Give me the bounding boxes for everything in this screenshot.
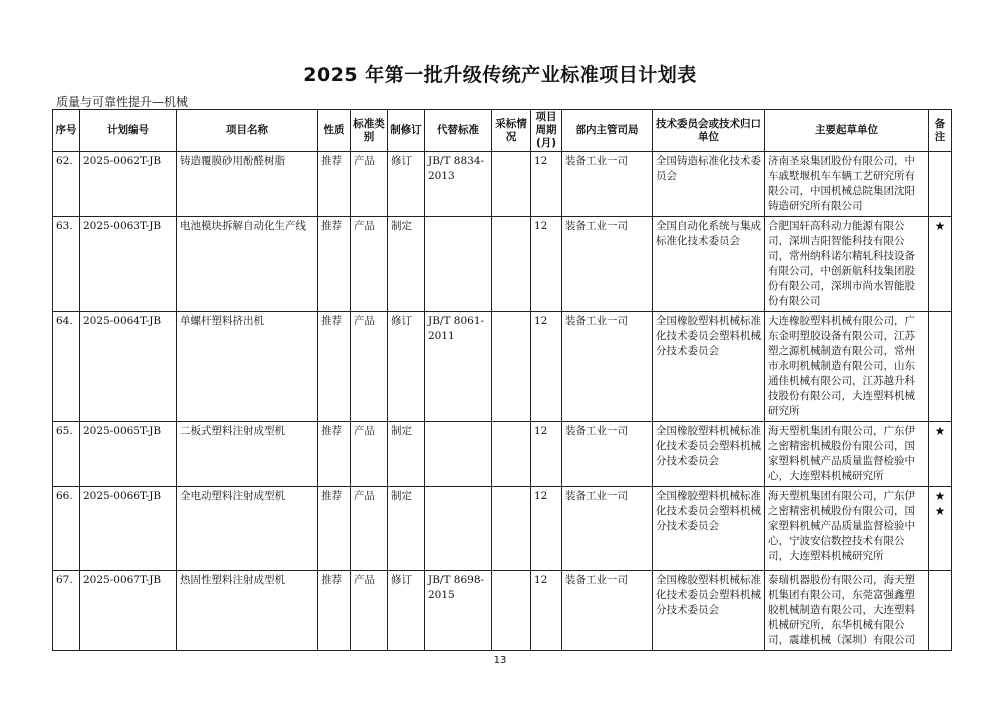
plan-table <box>52 109 952 651</box>
cell-type: 修订 <box>388 571 425 651</box>
cell-drafter: 大连橡胶塑料机械有限公司，广东金明塑胶设备有限公司，江苏塑之源机械制造有限公司，常州市永明机械制造有限公司，山东通佳机械有限公司，江苏越升科技股份有限公司，大连塑料机械研究所 <box>765 312 929 422</box>
cell-nature: 推荐 <box>318 312 351 422</box>
header-drafter: 主要起草单位 <box>765 110 929 152</box>
header-replace: 代替标准 <box>425 110 492 152</box>
cell-code: 2025-0062T-JB <box>80 152 177 217</box>
cell-name: 二板式塑料注射成型机 <box>177 422 318 487</box>
cell-dept: 装备工业一司 <box>562 152 653 217</box>
page-title: 2025 年第一批升级传统产业标准项目计划表 <box>303 64 697 86</box>
cell-replace: JB/T 8061-2011 <box>425 312 492 422</box>
header-period: 项目周期(月) <box>531 110 562 152</box>
cell-drafter: 济南圣泉集团股份有限公司，中车戚墅堰机车车辆工艺研究所有限公司，中国机械总院集团沈阳铸造研究所有限公司 <box>765 152 929 217</box>
header-committee: 技术委员会或技术归口单位 <box>653 110 765 152</box>
cell-nature: 推荐 <box>318 152 351 217</box>
table-row <box>53 571 952 651</box>
cell-nature: 推荐 <box>318 422 351 487</box>
cell-drafter: 海天塑机集团有限公司，广东伊之密精密机械股份有限公司，国家塑料机械产品质量监督检验中心，宁波安信数控技术有限公司，大连塑料机械研究所 <box>765 487 929 571</box>
cell-committee: 全国自动化系统与集成标准化技术委员会 <box>653 217 765 312</box>
cell-committee: 全国橡胶塑料机械标准化技术委员会塑料机械分技术委员会 <box>653 487 765 571</box>
cell-period: 12 <box>531 217 562 312</box>
section-label: 质量与可靠性提升—机械 <box>56 95 189 109</box>
cell-replace: JB/T 8698-2015 <box>425 571 492 651</box>
cell-type: 制定 <box>388 217 425 312</box>
cell-no: 67. <box>53 571 80 651</box>
cell-dept: 装备工业一司 <box>562 217 653 312</box>
cell-code: 2025-0064T-JB <box>80 312 177 422</box>
cell-adopt <box>492 487 531 571</box>
cell-adopt <box>492 422 531 487</box>
cell-no: 65. <box>53 422 80 487</box>
cell-no: 66. <box>53 487 80 571</box>
cell-adopt <box>492 217 531 312</box>
cell-committee: 全国橡胶塑料机械标准化技术委员会塑料机械分技术委员会 <box>653 422 765 487</box>
cell-drafter: 合肥国轩高科动力能源有限公司，深圳吉阳智能科技有限公司，常州纳科诺尔精轧科技设备有限公司，中创新航科技集团股份有限公司，深圳市尚水智能股份有限公司 <box>765 217 929 312</box>
cell-name: 铸造覆膜砂用酚醛树脂 <box>177 152 318 217</box>
header-type: 制修订 <box>388 110 425 152</box>
cell-category: 产品 <box>351 152 388 217</box>
cell-name: 热固性塑料注射成型机 <box>177 571 318 651</box>
cell-note <box>929 571 952 651</box>
cell-period: 12 <box>531 422 562 487</box>
cell-note: ★ <box>929 422 952 487</box>
cell-no: 62. <box>53 152 80 217</box>
header-no: 序号 <box>53 110 80 152</box>
cell-code: 2025-0063T-JB <box>80 217 177 312</box>
cell-name: 全电动塑料注射成型机 <box>177 487 318 571</box>
cell-type: 制定 <box>388 487 425 571</box>
cell-nature: 推荐 <box>318 487 351 571</box>
cell-dept: 装备工业一司 <box>562 571 653 651</box>
cell-no: 63. <box>53 217 80 312</box>
header-code: 计划编号 <box>80 110 177 152</box>
cell-committee: 全国铸造标准化技术委员会 <box>653 152 765 217</box>
table-row <box>53 422 952 487</box>
cell-code: 2025-0067T-JB <box>80 571 177 651</box>
header-adopt: 采标情况 <box>492 110 531 152</box>
table-row <box>53 217 952 312</box>
cell-code: 2025-0065T-JB <box>80 422 177 487</box>
table-header-row <box>53 110 952 152</box>
header-dept: 部内主管司局 <box>562 110 653 152</box>
cell-note <box>929 152 952 217</box>
cell-note: ★ ★ <box>929 487 952 571</box>
cell-category: 产品 <box>351 571 388 651</box>
cell-replace: JB/T 8834-2013 <box>425 152 492 217</box>
cell-period: 12 <box>531 312 562 422</box>
table-row <box>53 152 952 217</box>
cell-category: 产品 <box>351 217 388 312</box>
cell-drafter: 海天塑机集团有限公司，广东伊之密精密机械股份有限公司，国家塑料机械产品质量监督检验中心，大连塑料机械研究所 <box>765 422 929 487</box>
cell-note <box>929 312 952 422</box>
cell-code: 2025-0066T-JB <box>80 487 177 571</box>
header-name: 项目名称 <box>177 110 318 152</box>
table-row <box>53 312 952 422</box>
header-note: 备注 <box>929 110 952 152</box>
cell-name: 电池模块拆解自动化生产线 <box>177 217 318 312</box>
cell-period: 12 <box>531 487 562 571</box>
cell-replace <box>425 487 492 571</box>
cell-type: 修订 <box>388 152 425 217</box>
cell-dept: 装备工业一司 <box>562 312 653 422</box>
cell-dept: 装备工业一司 <box>562 422 653 487</box>
cell-dept: 装备工业一司 <box>562 487 653 571</box>
cell-category: 产品 <box>351 487 388 571</box>
header-nature: 性质 <box>318 110 351 152</box>
cell-period: 12 <box>531 571 562 651</box>
cell-no: 64. <box>53 312 80 422</box>
cell-name: 单螺杆塑料挤出机 <box>177 312 318 422</box>
cell-note: ★ <box>929 217 952 312</box>
cell-period: 12 <box>531 152 562 217</box>
cell-adopt <box>492 152 531 217</box>
header-category: 标准类别 <box>351 110 388 152</box>
cell-committee: 全国橡胶塑料机械标准化技术委员会塑料机械分技术委员会 <box>653 571 765 651</box>
table-row <box>53 487 952 571</box>
page-number: 13 <box>493 655 507 666</box>
cell-committee: 全国橡胶塑料机械标准化技术委员会塑料机械分技术委员会 <box>653 312 765 422</box>
cell-category: 产品 <box>351 312 388 422</box>
cell-nature: 推荐 <box>318 217 351 312</box>
cell-replace <box>425 422 492 487</box>
cell-adopt <box>492 312 531 422</box>
cell-replace <box>425 217 492 312</box>
cell-type: 修订 <box>388 312 425 422</box>
cell-adopt <box>492 571 531 651</box>
cell-nature: 推荐 <box>318 571 351 651</box>
cell-category: 产品 <box>351 422 388 487</box>
cell-drafter: 泰瑞机器股份有限公司，海天塑机集团有限公司，东莞富强鑫塑胶机械制造有限公司，大连塑料机械研究所，东华机械有限公司，震雄机械（深圳）有限公司 <box>765 571 929 651</box>
cell-type: 制定 <box>388 422 425 487</box>
